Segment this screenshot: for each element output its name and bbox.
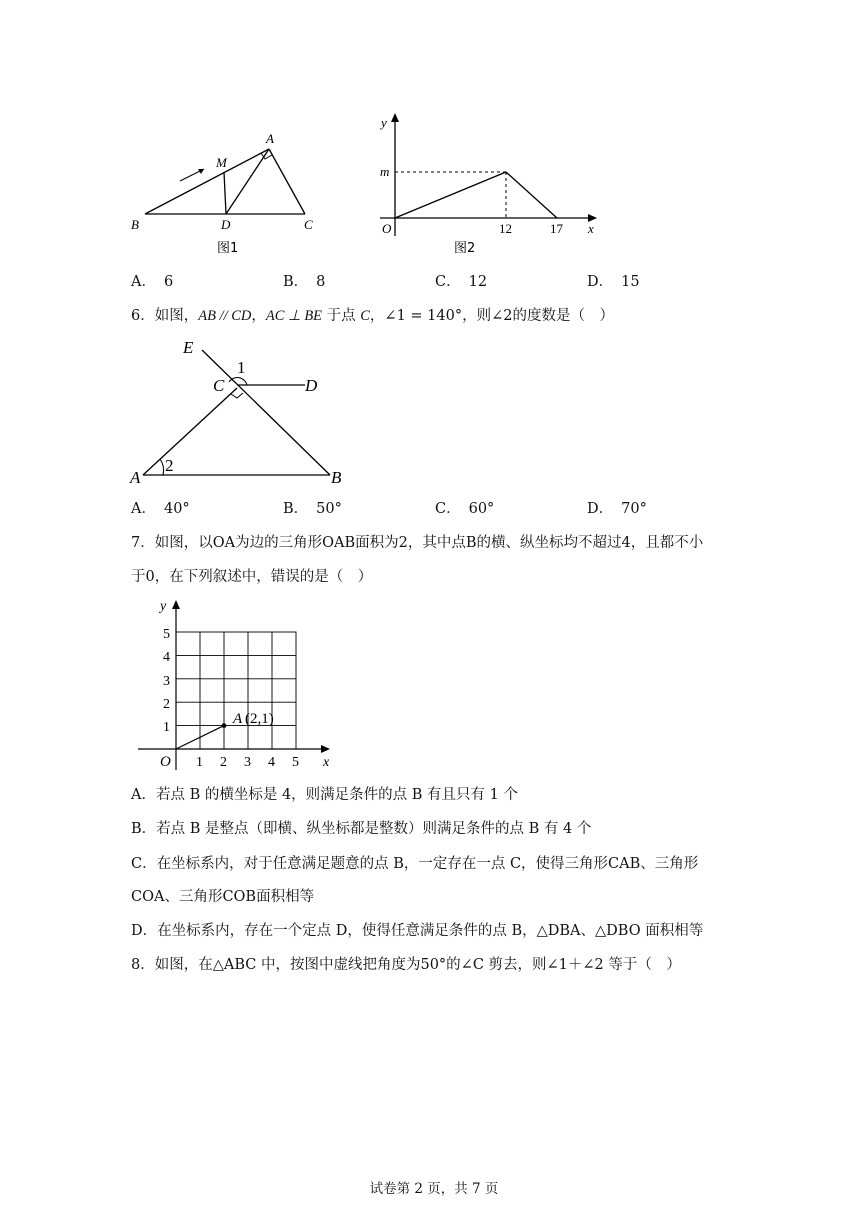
q6-option-c[interactable]: C． 60° bbox=[435, 501, 495, 517]
page-footer: 试卷第 2 页，共 7 页 bbox=[369, 1181, 499, 1197]
q8-question: 8．如图，在△ABC 中，按图中虚线把角度为50°的∠C 剪去，则∠1＋∠2 等于（ ） bbox=[131, 957, 681, 973]
axis-x-label: x bbox=[588, 221, 594, 236]
y-tick-5: 5 bbox=[163, 627, 170, 642]
figure-caption: 图1 bbox=[217, 241, 239, 256]
label-angle-1: 1 bbox=[237, 358, 246, 377]
label-a: A bbox=[130, 468, 141, 487]
y-axis-arrow bbox=[391, 113, 399, 122]
q6-question: 6．如图，AB // CD，AC ⊥ BE 于点 C，∠1 = 140°，则∠2的度数是（ ） bbox=[131, 308, 614, 324]
point-a bbox=[222, 723, 227, 728]
segment-ba bbox=[145, 149, 269, 214]
figure-caption: 图2 bbox=[454, 241, 476, 256]
x-tick-4: 4 bbox=[268, 755, 275, 770]
tick-12: 12 bbox=[499, 221, 512, 236]
q7-coordinate-grid bbox=[130, 592, 340, 772]
segment-ac bbox=[269, 149, 305, 214]
q6-option-a[interactable]: A． 40° bbox=[131, 501, 190, 517]
x-tick-2: 2 bbox=[220, 755, 227, 770]
x-tick-1: 1 bbox=[196, 755, 203, 770]
tick-17: 17 bbox=[550, 221, 563, 236]
label-b: B bbox=[331, 468, 342, 487]
label-origin: O bbox=[382, 221, 392, 236]
figure-2 bbox=[360, 108, 610, 260]
q7-option-c-line-2[interactable]: COA、三角形COB面积相等 bbox=[131, 889, 315, 905]
segment-ac bbox=[143, 388, 237, 475]
y-tick-1: 1 bbox=[163, 720, 170, 735]
q7-option-c-line-1[interactable]: C．在坐标系内，对于任意满足题意的点 B，一定存在一点 C，使得三角形CAB、三角形 bbox=[131, 856, 699, 872]
label-c: C bbox=[213, 376, 225, 395]
y-tick-4: 4 bbox=[163, 650, 170, 665]
q6-figure bbox=[125, 335, 365, 495]
point-a-coords: (2,1) bbox=[245, 711, 274, 727]
q7-option-a[interactable]: A．若点 B 的横坐标是 4，则满足条件的点 B 有且只有 1 个 bbox=[131, 787, 518, 803]
q5-option-c[interactable]: C． 12 bbox=[435, 274, 488, 290]
y-axis-arrow bbox=[172, 600, 180, 609]
graph-rise bbox=[395, 172, 506, 218]
axis-x-label: x bbox=[323, 755, 330, 770]
q6-option-b[interactable]: B． 50° bbox=[283, 501, 342, 517]
angle-1-arc bbox=[229, 378, 247, 385]
axis-y-label: y bbox=[381, 115, 387, 130]
angle-2-arc bbox=[160, 459, 164, 475]
x-tick-3: 3 bbox=[244, 755, 251, 770]
label-angle-2: 2 bbox=[165, 456, 174, 475]
q7-option-d[interactable]: D．在坐标系内，存在一个定点 D，使得任意满足条件的点 B，△DBA、△DBO 面积相等 bbox=[131, 923, 704, 939]
label-d: D bbox=[221, 217, 231, 232]
label-m: M bbox=[216, 155, 227, 170]
label-m: m bbox=[380, 164, 390, 179]
figure-1 bbox=[120, 125, 330, 260]
right-angle-mark bbox=[231, 393, 243, 398]
q7-option-b[interactable]: B．若点 B 是整点（即横、纵坐标都是整数）则满足条件的点 B 有 4 个 bbox=[131, 821, 592, 837]
label-c: C bbox=[304, 217, 313, 232]
segment-md bbox=[224, 172, 226, 214]
x-tick-5: 5 bbox=[292, 755, 299, 770]
axis-y-label: y bbox=[160, 599, 167, 614]
line-eb bbox=[202, 350, 330, 475]
q5-option-a[interactable]: A． 6 bbox=[131, 274, 174, 290]
label-e: E bbox=[183, 338, 194, 357]
label-a: A bbox=[266, 131, 274, 146]
q6-option-d[interactable]: D． 70° bbox=[587, 501, 647, 517]
origin-label: O bbox=[160, 754, 171, 770]
q5-option-d[interactable]: D． 15 bbox=[587, 274, 640, 290]
graph-fall bbox=[506, 172, 557, 218]
y-tick-2: 2 bbox=[163, 697, 170, 712]
label-b: B bbox=[131, 217, 139, 232]
label-d: D bbox=[305, 376, 318, 395]
q5-option-b[interactable]: B． 8 bbox=[283, 274, 326, 290]
q7-question-line-1: 7．如图，以OA为边的三角形OAB面积为2，其中点B的横、纵坐标均不超过4，且都不小 bbox=[131, 535, 704, 551]
x-axis-arrow bbox=[321, 745, 330, 753]
point-a-label: A bbox=[233, 711, 243, 727]
q7-question-line-2: 于0，在下列叙述中，错误的是（ ） bbox=[131, 569, 373, 585]
y-tick-3: 3 bbox=[163, 674, 170, 689]
segment-ad bbox=[226, 149, 269, 214]
